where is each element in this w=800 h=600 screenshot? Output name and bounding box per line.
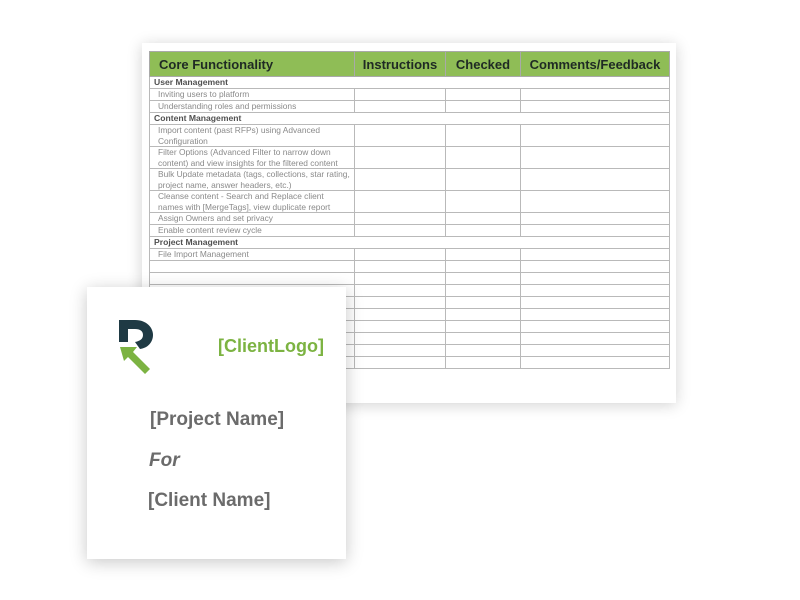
comments-cell[interactable] [521,249,670,261]
table-row [150,261,670,273]
comments-cell[interactable] [521,191,670,213]
table-row [150,101,670,113]
table-header-row [150,52,670,77]
comments-cell[interactable] [521,225,670,237]
instructions-cell[interactable] [355,169,446,191]
item-label: Inviting users to platform [150,89,355,101]
header-checked: Checked [446,52,521,77]
header-comments-feedback: Comments/Feedback [521,52,670,77]
section-row [150,237,670,249]
checked-cell[interactable] [446,147,521,169]
cover-card [87,287,346,559]
checked-cell[interactable] [446,89,521,101]
header-core-functionality: Core Functionality [150,52,355,77]
section-content-management: Content Management [150,113,670,125]
comments-cell[interactable] [521,169,670,191]
section-row [150,77,670,89]
client-name: [Client Name] [148,490,271,511]
instructions-cell[interactable] [355,213,446,225]
client-logo-placeholder: [ClientLogo] [218,336,324,356]
instructions-cell[interactable] [355,89,446,101]
brand-logo-icon [116,320,154,374]
header-instructions: Instructions [355,52,446,77]
section-project-management: Project Management [150,237,670,249]
checked-cell[interactable] [446,169,521,191]
comments-cell[interactable] [521,125,670,147]
section-user-management: User Management [150,77,670,89]
table-row [150,89,670,101]
checked-cell[interactable] [446,125,521,147]
item-label: Cleanse content - Search and Replace client names with [MergeTags], view duplicate report [150,191,355,213]
section-row [150,113,670,125]
item-label: Enable content review cycle [150,225,355,237]
instructions-cell[interactable] [355,147,446,169]
item-label: Understanding roles and permissions [150,101,355,113]
item-label: Import content (past RFPs) using Advanced Configuration [150,125,355,147]
comments-cell[interactable] [521,147,670,169]
instructions-cell[interactable] [355,249,446,261]
comments-cell[interactable] [521,101,670,113]
table-row [150,125,670,147]
instructions-cell[interactable] [355,225,446,237]
checked-cell[interactable] [446,225,521,237]
item-label: Filter Options (Advanced Filter to narrow down content) and view insights for the filtered content [150,147,355,169]
item-label: File Import Management [150,249,355,261]
instructions-cell[interactable] [355,101,446,113]
table-row [150,169,670,191]
checked-cell[interactable] [446,191,521,213]
table-row [150,191,670,213]
item-label: Bulk Update metadata (tags, collections, star rating, project name, answer headers, etc.) [150,169,355,191]
checked-cell[interactable] [446,101,521,113]
project-name: [Project Name] [150,409,285,430]
table-row [150,225,670,237]
table-row [150,273,670,285]
checked-cell[interactable] [446,213,521,225]
item-label: Assign Owners and set privacy [150,213,355,225]
comments-cell[interactable] [521,213,670,225]
instructions-cell[interactable] [355,191,446,213]
table-row [150,249,670,261]
instructions-cell[interactable] [355,125,446,147]
table-row [150,147,670,169]
table-row [150,213,670,225]
for-label: For [149,450,180,471]
comments-cell[interactable] [521,89,670,101]
checked-cell[interactable] [446,249,521,261]
